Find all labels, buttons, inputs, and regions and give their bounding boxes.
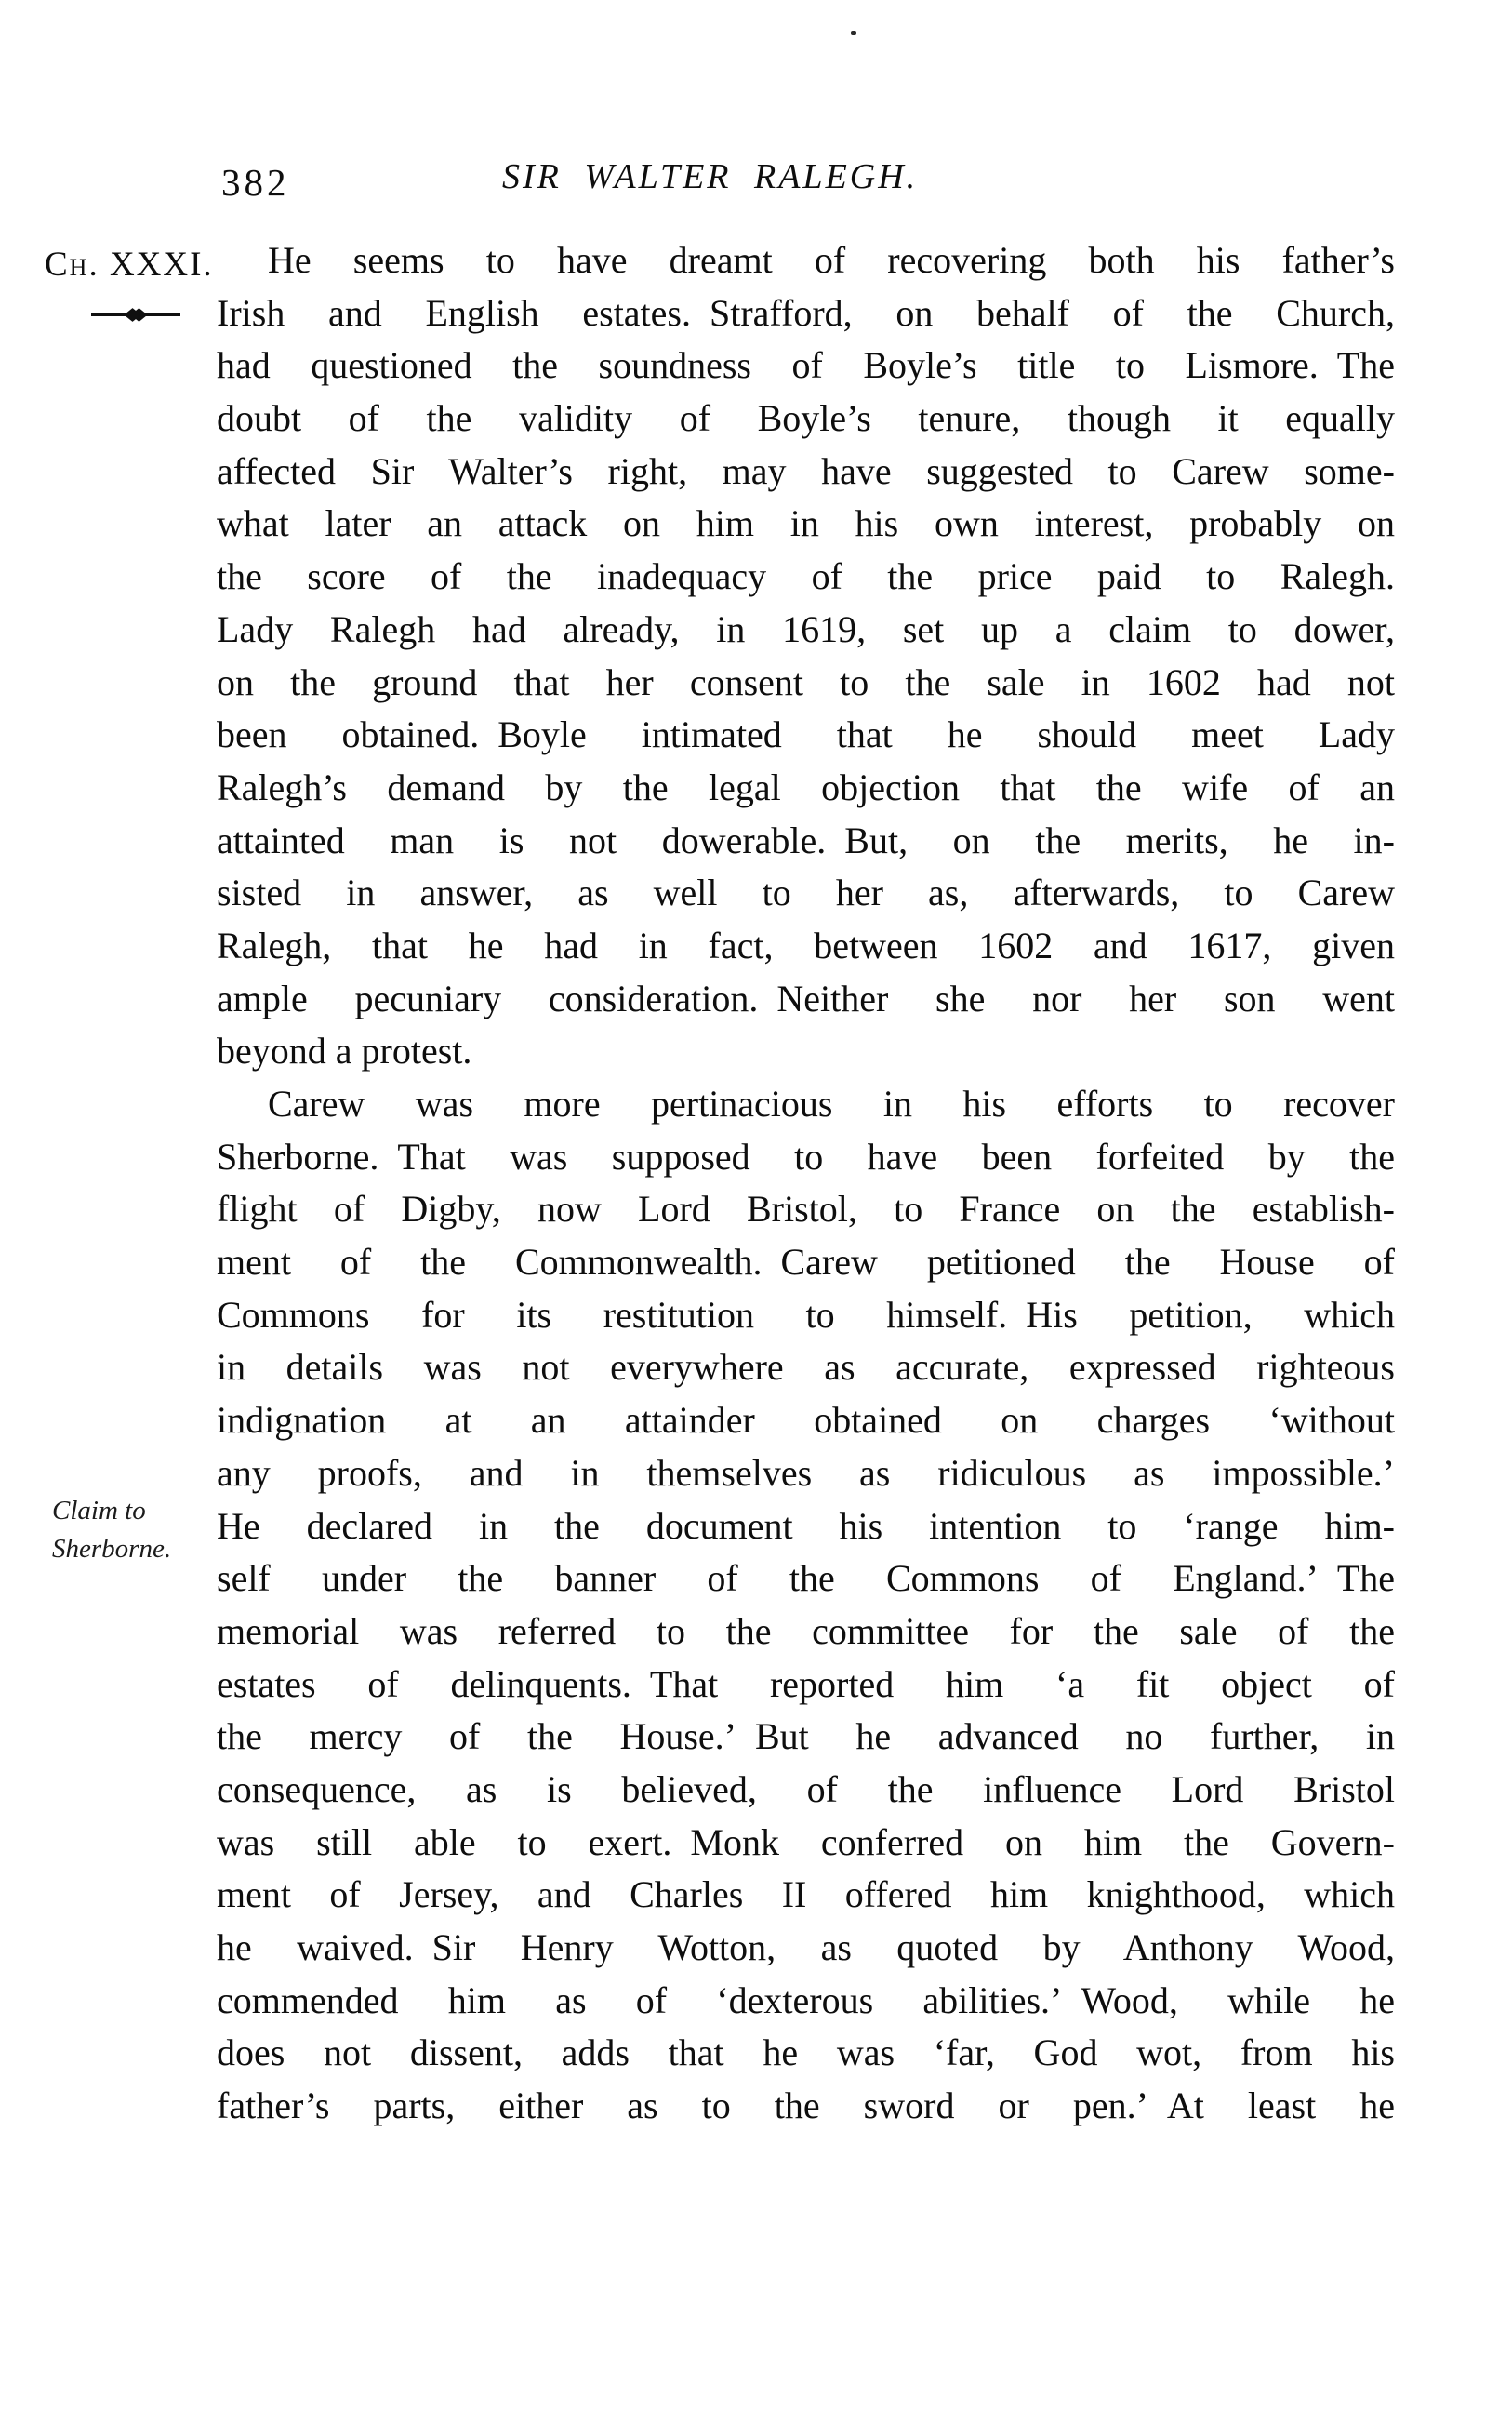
text-line: self under the banner of the Commons of England.’ The	[217, 1557, 1395, 1600]
paragraph	[217, 234, 1395, 1078]
text-line: Sherborne. That was supposed to have been forfeited by the	[217, 1135, 1395, 1178]
text-line: Carew was more pertinacious in his efforts to recover	[268, 1083, 1395, 1125]
text-line: ment of the Commonwealth. Carew petitioned the House of	[217, 1241, 1395, 1284]
text-line: on the ground that her consent to the sale in 1602 had not	[217, 660, 1395, 703]
text-line: been obtained. Boyle intimated that he should meet Lady	[217, 713, 1395, 756]
margin-note-line: Sherborne.	[52, 1534, 172, 1564]
scan-speck	[851, 31, 856, 35]
text-line: commended him as of ‘dexterous abilities.’ Wood, while he	[217, 1978, 1395, 2021]
text-line: in details was not everywhere as accurate, expressed righteous	[217, 1346, 1395, 1389]
text-line: does not dissent, adds that he was ‘far, God wot, from his	[217, 2031, 1395, 2074]
text-line: estates of delinquents. That reported him ‘a fit object of	[217, 1662, 1395, 1705]
running-title: SIR WALTER RALEGH.	[502, 157, 919, 196]
text-line: was still able to exert. Monk conferred on him the Govern-	[217, 1820, 1395, 1863]
text-line: sisted in answer, as well to her as, afterwards, to Carew	[217, 872, 1395, 914]
text-line: what later an attack on him in his own interest, probably on	[217, 502, 1395, 545]
margin-note	[52, 1492, 215, 1568]
text-line: father’s parts, either as to the sword or pen.’ At least he	[217, 2085, 1395, 2127]
text-line: ment of Jersey, and Charles II offered him knighthood, which	[217, 1873, 1395, 1916]
text-line: He seems to have dreamt of recovering both his father’s	[268, 239, 1395, 281]
text-line: memorial was referred to the committee for the sale of the	[217, 1609, 1395, 1652]
text-line: Irish and English estates. Strafford, on behalf of the Church,	[217, 291, 1395, 334]
text-line: indignation at an attainder obtained on charges ‘without	[217, 1399, 1395, 1442]
chapter-ornament	[91, 307, 180, 322]
text-line: consequence, as is believed, of the influence Lord Bristol	[217, 1767, 1395, 1810]
body-text	[217, 234, 1395, 2133]
text-line: attainted man is not dowerable. But, on the merits, he in-	[217, 819, 1395, 861]
text-line: Lady Ralegh had already, in 1619, set up a claim to dower,	[217, 607, 1395, 650]
text-line: doubt of the validity of Boyle’s tenure, though it equally	[217, 397, 1395, 440]
chapter-label: Ch. XXXI.	[45, 246, 214, 284]
margin-note-line: Claim to	[52, 1496, 146, 1525]
text-line: had questioned the soundness of Boyle’s title to Lismore. The	[217, 344, 1395, 387]
paragraph	[217, 1078, 1395, 2133]
text-line: ample pecuniary consideration. Neither she nor her son went	[217, 977, 1395, 1019]
text-line: affected Sir Walter’s right, may have suggested to Carew some-	[217, 449, 1395, 492]
text-line: the mercy of the House.’ But he advanced no further, in	[217, 1715, 1395, 1758]
text-line: the score of the inadequacy of the price paid to Ralegh.	[217, 555, 1395, 598]
text-line: He declared in the document his intention to ‘range him-	[217, 1504, 1395, 1547]
text-line: flight of Digby, now Lord Bristol, to France on the establish-	[217, 1188, 1395, 1231]
page-number: 382	[221, 161, 290, 204]
text-line: he waived. Sir Henry Wotton, as quoted by Anthony Wood,	[217, 1926, 1395, 1968]
text-line: Ralegh, that he had in fact, between 1602 and 1617, given	[217, 924, 1395, 966]
text-line: Commons for its restitution to himself. His petition, which	[217, 1293, 1395, 1336]
text-line: beyond a protest.	[217, 1030, 472, 1072]
text-line: Ralegh’s demand by the legal objection that the wife of an	[217, 766, 1395, 808]
text-line: any proofs, and in themselves as ridiculous as impossible.’	[217, 1451, 1395, 1494]
